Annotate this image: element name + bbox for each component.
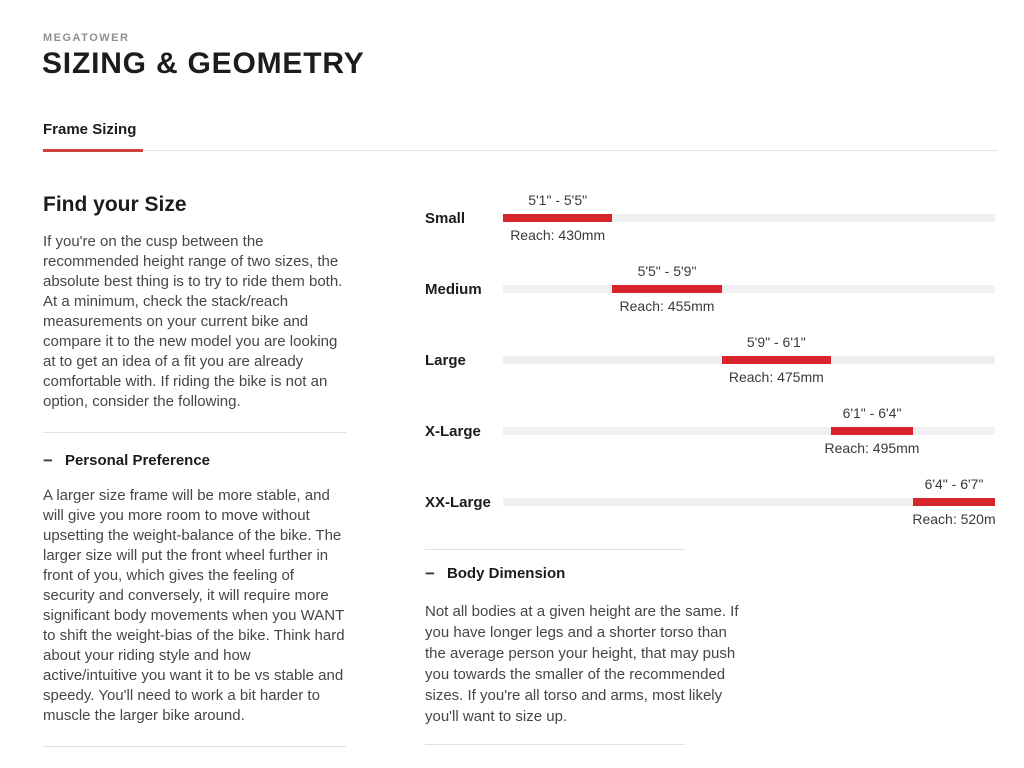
size-label: Small <box>425 210 466 227</box>
body-dimension-header[interactable] <box>425 565 739 582</box>
reach-label: Reach: 520m <box>912 511 996 527</box>
tab-rule <box>43 150 998 151</box>
divider <box>425 744 685 745</box>
size-label: Large <box>425 352 466 369</box>
height-range-bar <box>503 214 612 222</box>
size-label: X-Large <box>425 423 481 440</box>
height-range-label: 5'5" - 5'9" <box>637 263 697 279</box>
height-range-bar <box>913 498 995 506</box>
height-track <box>503 192 995 243</box>
frame-sizing-chart <box>425 190 998 545</box>
height-range-bar <box>612 285 721 293</box>
model-eyebrow: MEGATOWER <box>43 32 130 44</box>
divider <box>425 549 685 550</box>
size-label: XX-Large <box>425 494 491 511</box>
size-row-large <box>425 332 998 403</box>
body-dimension-body: Not all bodies at a given height are the same. If you have longer legs and a shorter torso than the average person your height, that may push you towards the smaller of the recommended sizes. If you're all torso and arms, most likely you'll want to size up. <box>425 603 739 725</box>
height-track <box>503 405 995 456</box>
find-your-size-section <box>43 192 346 747</box>
height-range-label: 6'1" - 6'4" <box>842 405 902 421</box>
height-range-bar <box>722 356 831 364</box>
personal-preference-header[interactable] <box>43 452 346 469</box>
reach-label: Reach: 495mm <box>824 440 920 456</box>
tab-frame-sizing[interactable]: Frame Sizing <box>43 121 137 138</box>
divider <box>43 432 346 433</box>
height-track <box>503 334 995 385</box>
page-title: SIZING & GEOMETRY <box>42 47 365 80</box>
personal-preference-heading: Personal Preference <box>64 452 211 469</box>
height-track <box>503 476 996 527</box>
find-your-size-heading: Find your Size <box>43 193 187 216</box>
height-range-label: 5'1" - 5'5" <box>528 192 588 208</box>
height-range-label: 6'4" - 6'7" <box>924 476 984 492</box>
height-range-label: 5'9" - 6'1" <box>746 334 806 350</box>
body-dimension-heading: Body Dimension <box>446 565 566 582</box>
size-row-small <box>425 190 998 261</box>
body-dimension-section <box>425 565 739 727</box>
reach-label: Reach: 430mm <box>510 227 606 243</box>
find-your-size-body: If you're on the cusp between the recommended height range of two sizes, the absolute best thing is to try to ride them both. At a minimum, check the stack/reach measurements on your current bike and compare it to the new model you are looking at to get an idea of a fit you are already comfortable with. If riding the bike is not an option, consider the following. <box>43 233 343 410</box>
collapse-minus-icon[interactable]: − <box>425 563 435 583</box>
height-range-bar <box>831 427 913 435</box>
size-row-medium <box>425 261 998 332</box>
reach-label: Reach: 475mm <box>728 369 824 385</box>
personal-preference-body: A larger size frame will be more stable, and will give you more room to move without upsetting the weight-balance of the bike. The larger size will put the front wheel further in front of you, which gives the feeling of security and conversely, it will require more significant body movements when you WANT to shift the weight-bias of the bike. Think hard about your riding style and how active/intuitive you want it to be vs stable and speedy. You'll need to work a bit harder to muscle the larger bike around. <box>43 487 345 724</box>
size-label: Medium <box>425 281 482 298</box>
collapse-minus-icon[interactable]: − <box>43 450 53 470</box>
size-row-xx-large <box>425 474 998 545</box>
size-row-x-large <box>425 403 998 474</box>
reach-label: Reach: 455mm <box>619 298 715 314</box>
tab-active-underline <box>43 149 143 152</box>
height-track <box>503 263 995 314</box>
divider <box>43 746 346 747</box>
